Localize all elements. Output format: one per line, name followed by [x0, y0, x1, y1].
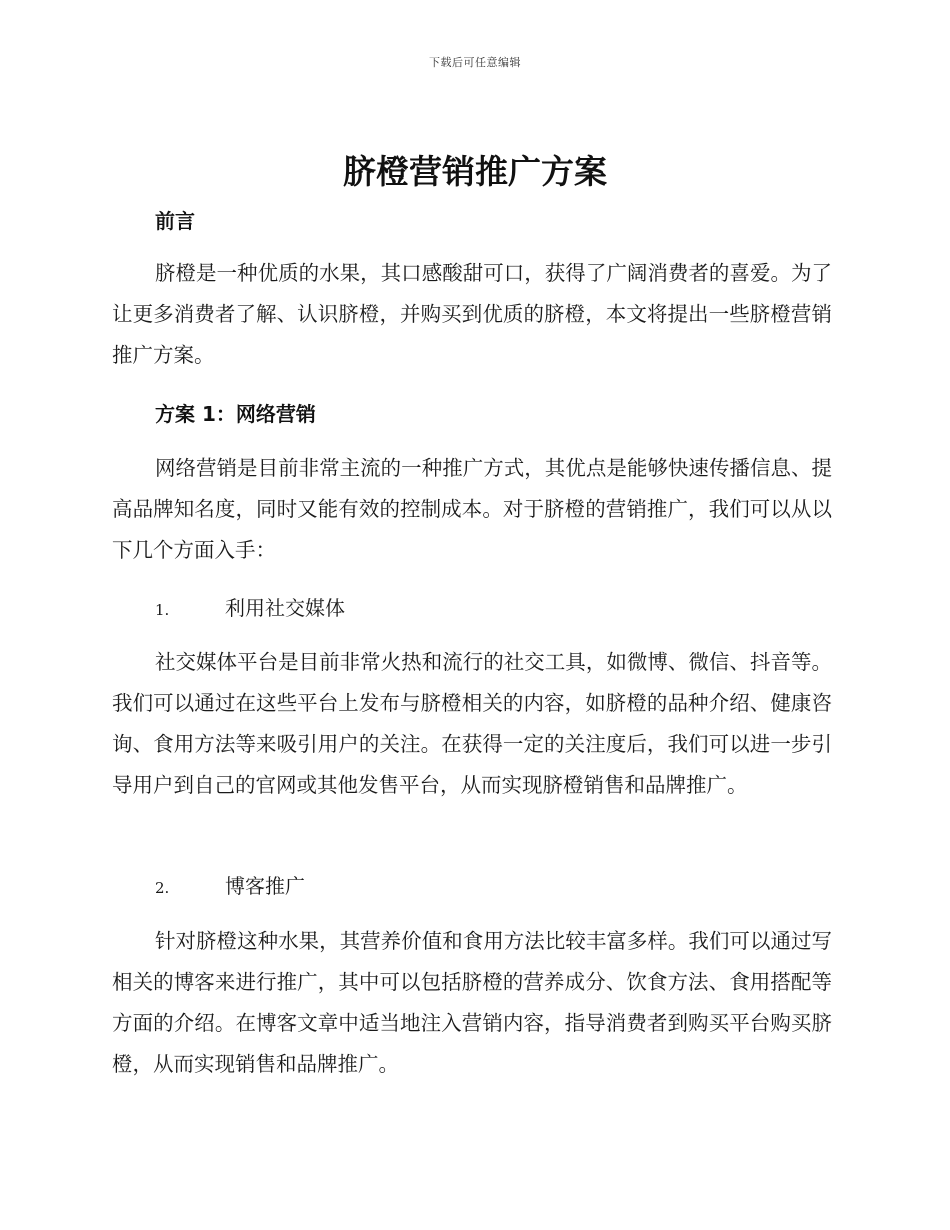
plan1-intro-paragraph: 网络营销是目前非常主流的一种推广方式，其优点是能够快速传播信息、提高品牌知名度，同时又能有效的控制成本。对于脐橙的营销推广，我们可以从以下几个方面入手：	[112, 456, 832, 562]
plan1-heading: 方案 1：网络营销	[155, 402, 316, 426]
document-title: 脐橙营销推广方案	[343, 152, 607, 191]
social-media-paragraph: 社交媒体平台是目前非常火热和流行的社交工具，如微博、微信、抖音等。我们可以通过在这些平台上发布与脐橙相关的内容，如脐橙的品种介绍、健康咨询、食用方法等来吸引用户的关注。在获得一定的关注度后，我们可以进一步引导用户到自己的官网或其他发售平台，从而实现脐橙销售和品牌推广。	[112, 650, 832, 797]
preface-heading: 前言	[155, 209, 195, 233]
list-item-number: 2.	[155, 879, 170, 897]
blog-paragraph: 针对脐橙这种水果，其营养价值和食用方法比较丰富多样。我们可以通过写相关的博客来进行推广，其中可以包括脐橙的营养成分、饮食方法、食用搭配等方面的介绍。在博客文章中适当地注入营销内容，指导消费者到购买平台购买脐橙，从而实现销售和品牌推广。	[112, 929, 832, 1076]
list-item-label: 利用社交媒体	[225, 596, 345, 620]
preface-paragraph: 脐橙是一种优质的水果，其口感酸甜可口，获得了广阔消费者的喜爱。为了让更多消费者了解、认识脐橙，并购买到优质的脐橙，本文将提出一些脐橙营销推广方案。	[112, 261, 832, 367]
page-header-note: 下载后可任意编辑	[429, 56, 521, 69]
list-item-social-media	[155, 593, 345, 625]
list-item-label: 博客推广	[225, 874, 305, 898]
list-item-number: 1.	[155, 601, 170, 619]
list-item-blog	[155, 871, 305, 903]
